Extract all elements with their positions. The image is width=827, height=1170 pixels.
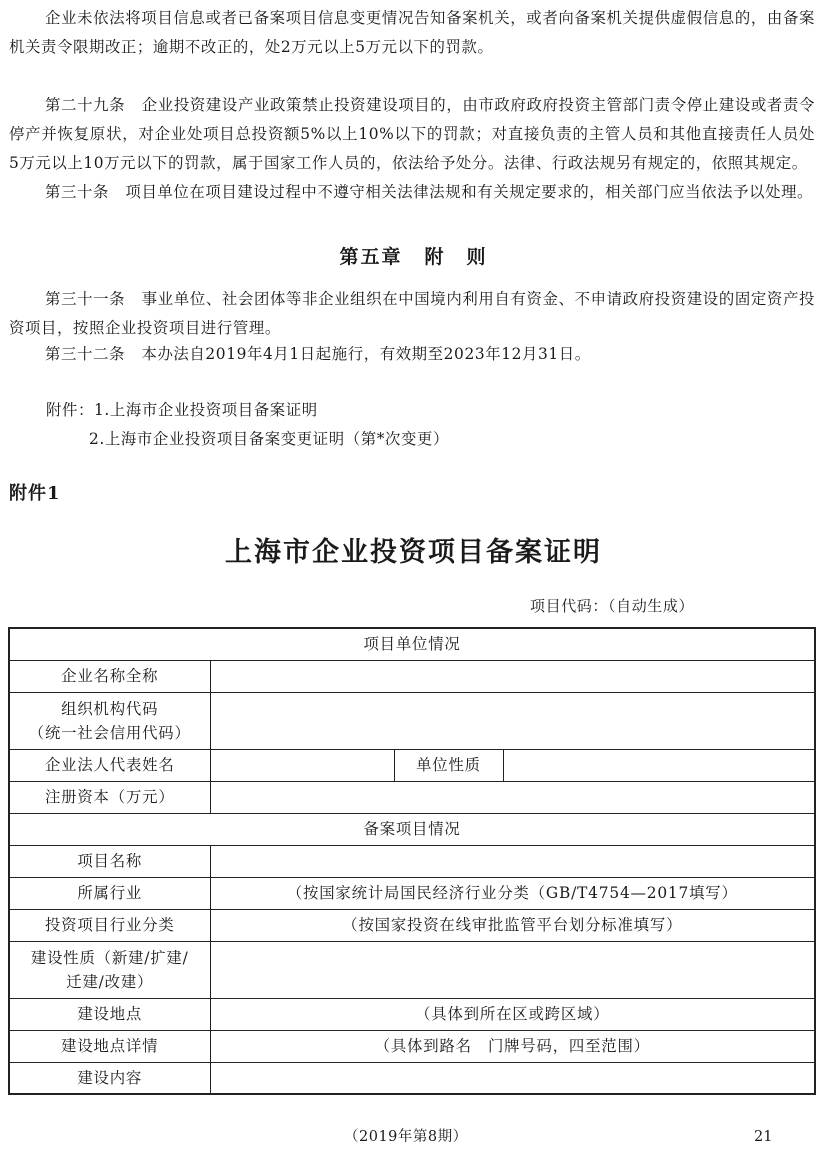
- reg-capital-field[interactable]: [210, 781, 815, 813]
- form-section-header-row: [9, 813, 815, 845]
- form-row-build-nature: [9, 941, 815, 998]
- company-name-field[interactable]: [210, 660, 815, 692]
- article-31-label: 第三十一条: [45, 290, 126, 308]
- attachment-item-2: 2.上海市企业投资项目备案变更证明（第*次变更）: [89, 430, 449, 448]
- org-code-field[interactable]: [210, 692, 815, 749]
- section-project-info-header: 备案项目情况: [9, 813, 815, 845]
- legal-rep-label: 企业法人代表姓名: [9, 749, 210, 781]
- build-nature-field[interactable]: [210, 941, 815, 998]
- form-row-location-detail: [9, 1030, 815, 1062]
- chapter-title: 附 则: [424, 246, 488, 268]
- form-row-project-name: [9, 845, 815, 877]
- article-32-label: 第三十二条: [45, 345, 125, 363]
- industry-label: 所属行业: [9, 877, 210, 909]
- industry-field[interactable]: （按国家统计局国民经济行业分类（GB/T4754—2017填写）: [210, 877, 815, 909]
- location-field[interactable]: （具体到所在区或跨区域）: [210, 998, 815, 1030]
- location-label: 建设地点: [9, 998, 210, 1030]
- article-31: [9, 285, 815, 343]
- footer-issue: （2019年第8期）: [344, 1129, 468, 1145]
- article-32-body: 本办法自2019年4月1日起施行，有效期至2023年12月31日。: [141, 345, 591, 363]
- article-32: [9, 340, 815, 369]
- project-name-field[interactable]: [210, 845, 815, 877]
- chapter-number: 第五章: [339, 246, 403, 268]
- legal-rep-field[interactable]: [210, 749, 394, 781]
- chapter-heading: [0, 243, 827, 271]
- article-29: [9, 91, 815, 178]
- section-unit-info-header: 项目单位情况: [9, 628, 815, 660]
- invest-category-field[interactable]: （按国家投资在线审批监管平台划分标准填写）: [210, 909, 815, 941]
- certificate-title: 上海市企业投资项目备案证明: [225, 537, 602, 568]
- form-row-legal-rep: [9, 749, 815, 781]
- article-30-label: 第三十条: [45, 183, 109, 201]
- attachment-list: [46, 396, 449, 454]
- form-row-company-name: [9, 660, 815, 692]
- registration-form-table: [8, 627, 816, 1095]
- attachment-item-1: 附件：1.上海市企业投资项目备案证明: [46, 401, 318, 419]
- unit-type-label: 单位性质: [394, 749, 503, 781]
- project-name-label: 项目名称: [9, 845, 210, 877]
- article-29-label: 第二十九条: [45, 96, 126, 114]
- form-row-org-code: [9, 692, 815, 749]
- page-number: 21: [754, 1129, 773, 1145]
- form-row-reg-capital: [9, 781, 815, 813]
- article-30: [9, 178, 815, 207]
- form-row-industry: [9, 877, 815, 909]
- location-detail-label: 建设地点详情: [9, 1030, 210, 1062]
- form-row-location: [9, 998, 815, 1030]
- annex-label: 附件1: [9, 483, 61, 504]
- project-code: 项目代码：（自动生成）: [530, 597, 695, 615]
- company-name-label: 企业名称全称: [9, 660, 210, 692]
- form-row-invest-category: [9, 909, 815, 941]
- form-row-content: [9, 1062, 815, 1094]
- article-31-body: 事业单位、社会团体等非企业组织在中国境内利用自有资金、不申请政府投资建设的固定资产投资项目，按照企业投资项目进行管理。: [9, 290, 815, 337]
- build-nature-label: 建设性质（新建/扩建/ 迁建/改建）: [9, 941, 210, 998]
- org-code-label: 组织机构代码 （统一社会信用代码）: [9, 692, 210, 749]
- reg-capital-label: 注册资本（万元）: [9, 781, 210, 813]
- location-detail-field[interactable]: （具体到路名 门牌号码，四至范围）: [210, 1030, 815, 1062]
- article-30-body: 项目单位在项目建设过程中不遵守相关法律法规和有关规定要求的，相关部门应当依法予以处理。: [125, 183, 814, 201]
- article-paragraph-info-violation: 企业未依法将项目信息或者已备案项目信息变更情况告知备案机关，或者向备案机关提供虚假信息的，由备案机关责令限期改正；逾期不改正的，处2万元以上5万元以下的罚款。: [9, 9, 815, 56]
- content-label: 建设内容: [9, 1062, 210, 1094]
- form-section-header-row: [9, 628, 815, 660]
- invest-category-label: 投资项目行业分类: [9, 909, 210, 941]
- content-field[interactable]: [210, 1062, 815, 1094]
- unit-type-field[interactable]: [503, 749, 815, 781]
- article-29-body: 企业投资建设产业政策禁止投资建设项目的，由市政府政府投资主管部门责令停止建设或者责令停产并恢复原状，对企业处项目总投资额5%以上10%以下的罚款；对直接负责的主管人员和其他直接责任人员处5万元以上10万元以下的罚款，属于国家工作人员的，依法给予处分。法律、行政法规另有规定的，依照其规定。: [9, 96, 815, 172]
